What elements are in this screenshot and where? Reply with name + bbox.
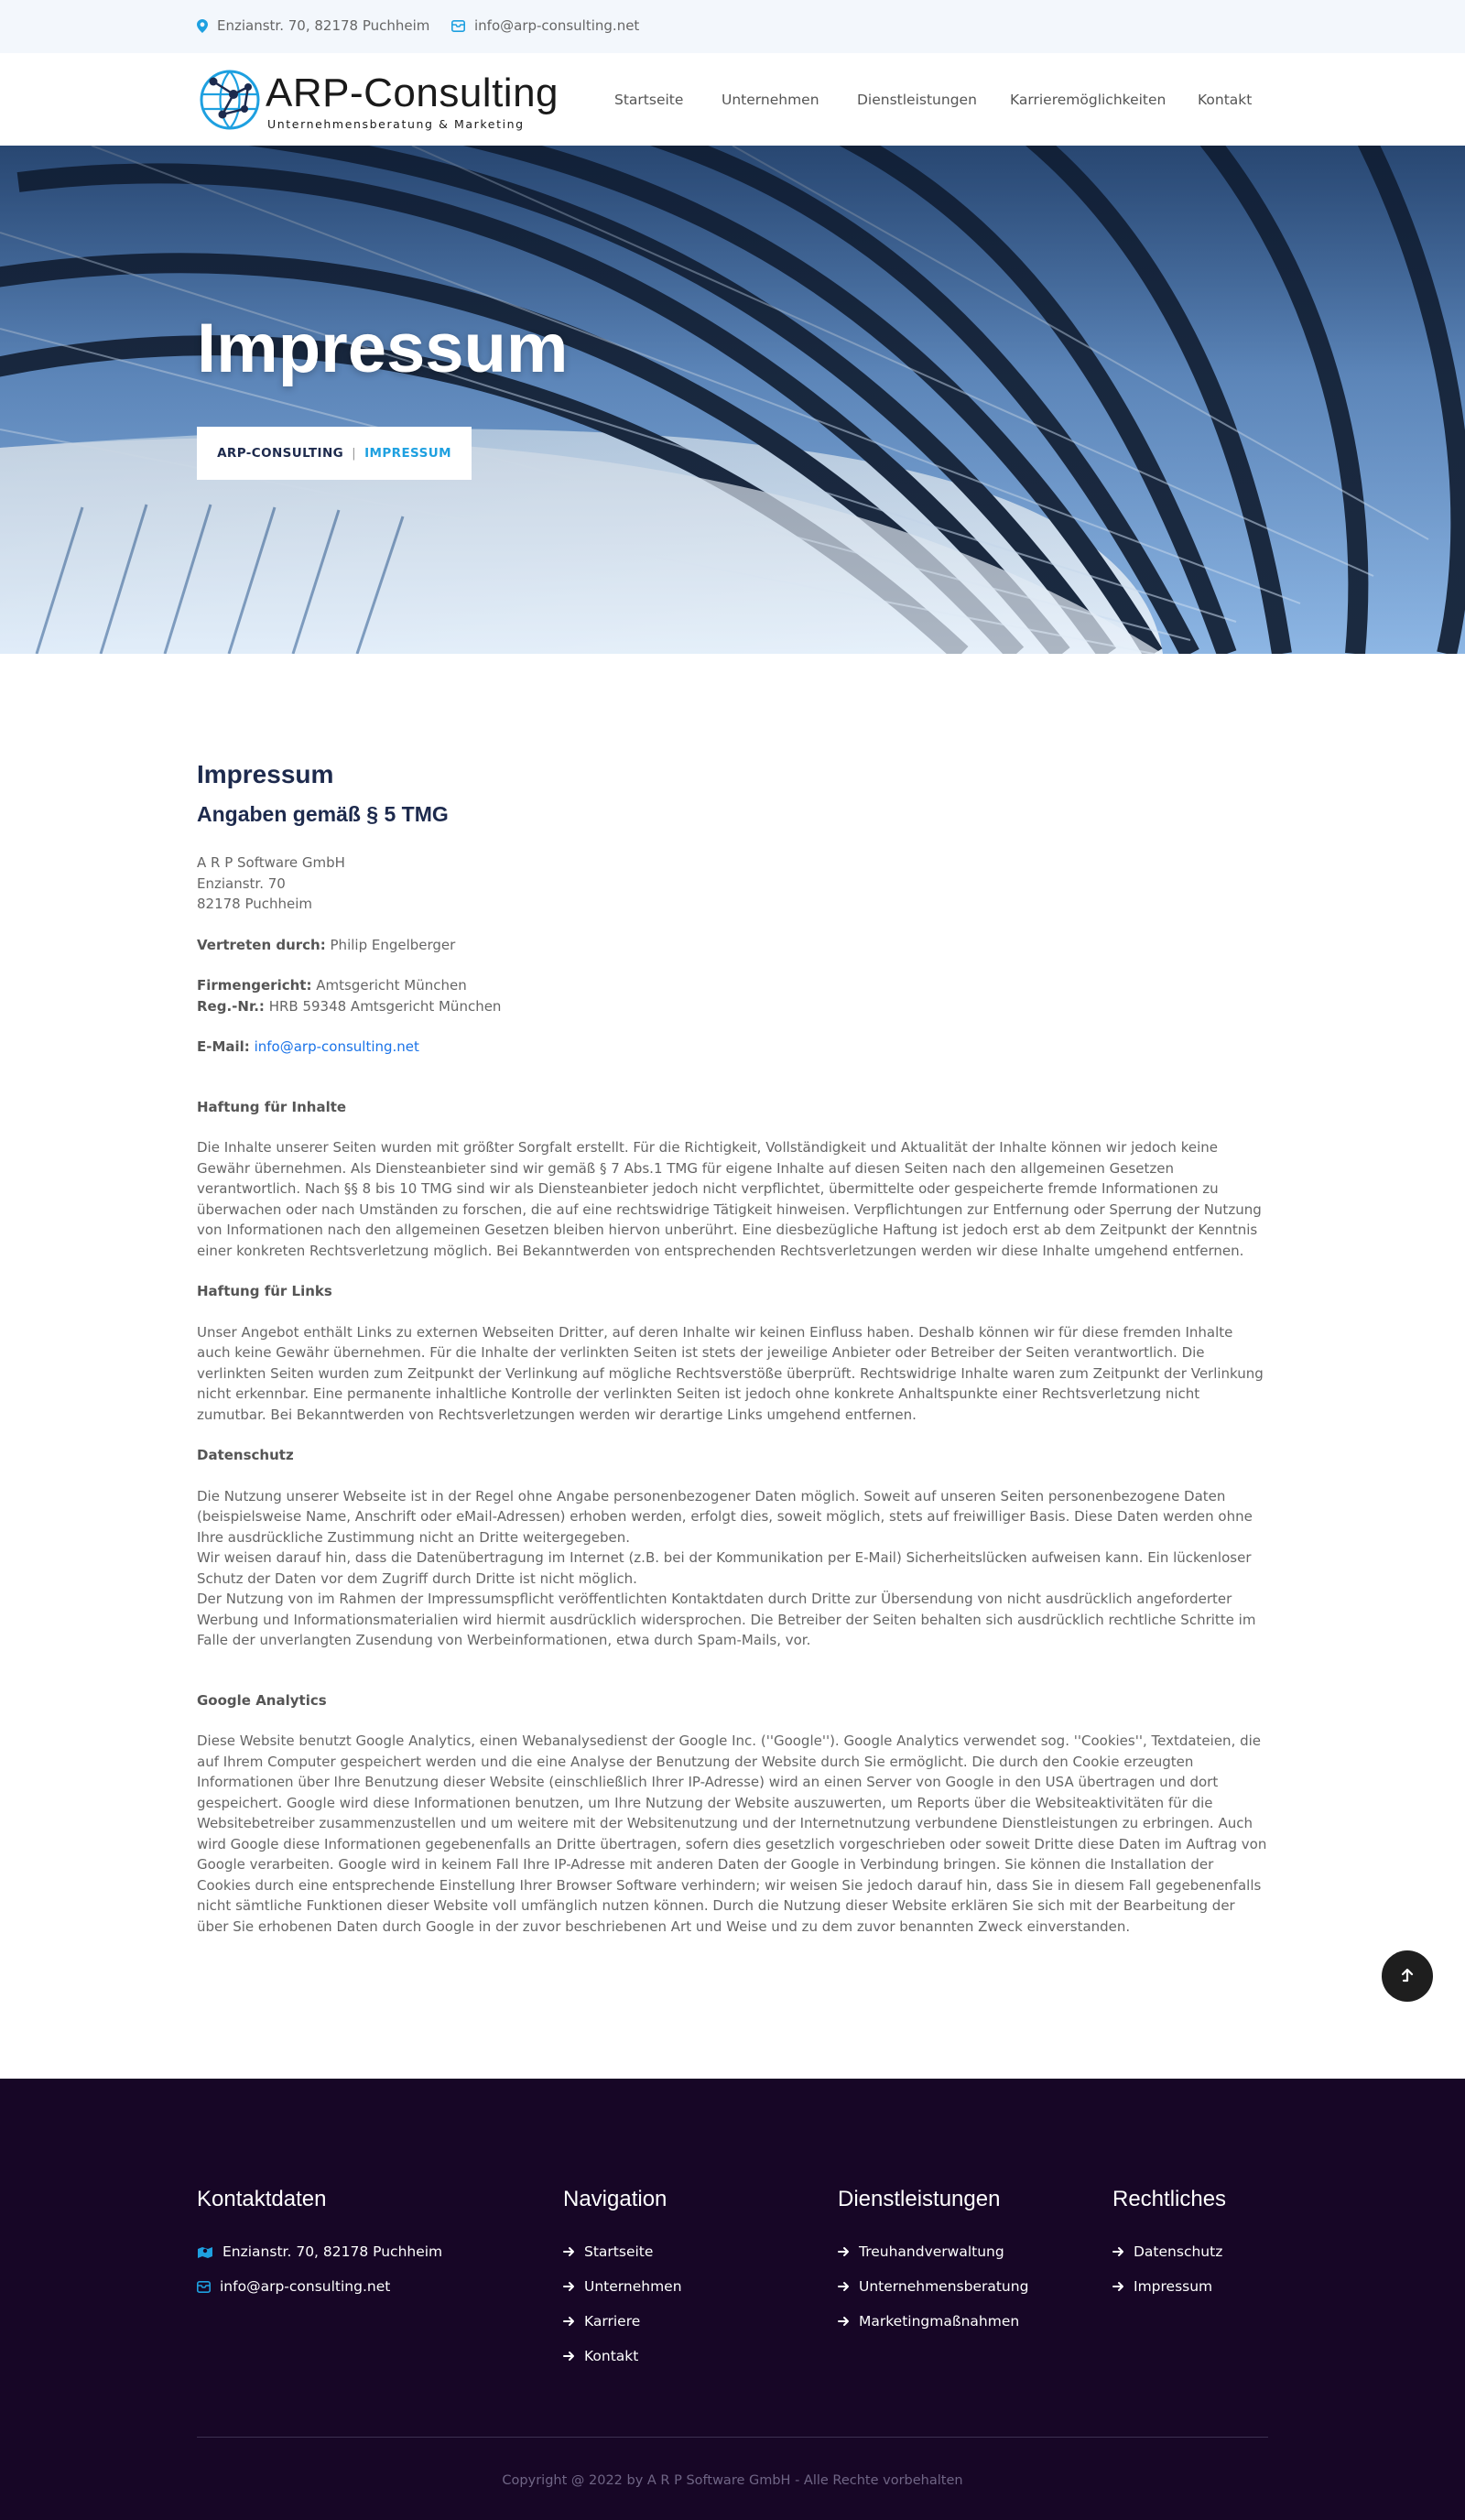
arrow-right-icon xyxy=(563,2351,575,2362)
company-address xyxy=(197,853,1268,915)
footer-legal-datenschutz[interactable] xyxy=(1112,2234,1226,2269)
footer-email-text[interactable]: info@arp-consulting.net xyxy=(220,2278,391,2295)
nav-kontakt[interactable]: Kontakt xyxy=(1198,92,1253,108)
envelope-icon xyxy=(197,2281,211,2293)
arrow-right-icon xyxy=(1112,2246,1124,2257)
footer-navigation-heading: Navigation xyxy=(563,2187,667,2211)
company-name: A R P Software GmbH xyxy=(197,854,345,871)
privacy-text-3: Der Nutzung von im Rahmen der Impressumspflicht veröffentlichten Kontaktdaten durch Dritte zur Übersendung von nicht ausdrücklich angeforderter Werbung und Informationsmaterialien wird hiermit ausdrücklich widersprochen. Die Betreiber der Seiten behalten sich ausdrücklich rechtliche Schritte im Falle der unverlangten Zusendung von Werbeinformationen, etwa durch Spam-Mails, vor. xyxy=(197,1591,1256,1648)
brand-logo[interactable] xyxy=(197,67,559,133)
court-value: Amtsgericht München xyxy=(316,977,467,994)
footer-service-beratung[interactable] xyxy=(838,2269,1028,2304)
court-label: Firmengericht: xyxy=(197,977,312,994)
map-icon xyxy=(197,2245,213,2259)
reg-value: HRB 59348 Amtsgericht München xyxy=(268,997,502,1015)
footer-service-marketing[interactable] xyxy=(838,2304,1028,2339)
brand-name: ARP-Consulting xyxy=(266,71,559,115)
map-pin-icon xyxy=(197,19,208,33)
section-text: Unser Angebot enthält Links zu externen Webseiten Dritter, auf deren Inhalte wir keinen Einfluss haben. Deshalb können wir für diese fremden Inhalte auch keine Gewähr übernehmen. Für die Inhalte der verlinkten Seiten ist stets der jeweilige Anbieter oder Betreiber der Seiten verantwortlich. Die verlinkten Seiten wurden zum Zeitpunkt der Verlinkung auf mögliche Rechtsverstöße überprüft. Rechtswidrige Inhalte waren zum Zeitpunkt der Verlinkung nicht erkennbar. Eine permanente inhaltliche Kontrolle der verlinkten Seiten ist jedoch ohne konkrete Anhaltspunkte einer Rechtsverletzung nicht zumutbar. Bei Bekanntwerden von Rechtsverletzungen werden wir derartige Links umgehend entfernen. xyxy=(197,1323,1264,1423)
footer-contact-list xyxy=(197,2234,442,2304)
copyright: Copyright @ 2022 by A R P Software GmbH - Alle Rechte vorbehalten xyxy=(502,2473,963,2488)
footer-navigation xyxy=(563,2187,682,2373)
footer-divider xyxy=(197,2437,1268,2438)
footer-services xyxy=(838,2187,1028,2339)
arrow-right-icon xyxy=(838,2281,850,2292)
section-heading: Haftung für Inhalte xyxy=(197,1098,347,1115)
section-heading: Haftung für Links xyxy=(197,1283,332,1299)
footer-legal xyxy=(1112,2187,1226,2304)
footer-link-label[interactable]: Karriere xyxy=(584,2313,641,2330)
footer-service-treuhand[interactable] xyxy=(838,2234,1028,2269)
email-row xyxy=(197,1037,1268,1058)
footer-link-label[interactable]: Treuhandverwaltung xyxy=(859,2243,1004,2260)
arrow-right-icon xyxy=(838,2246,850,2257)
arrow-right-icon xyxy=(1112,2281,1124,2292)
arrow-right-icon xyxy=(563,2246,575,2257)
footer-email[interactable] xyxy=(197,2269,442,2304)
breadcrumb-separator: | xyxy=(352,446,357,461)
email-link[interactable]: info@arp-consulting.net xyxy=(254,1038,419,1055)
footer-legal-list xyxy=(1112,2234,1226,2304)
top-bar xyxy=(0,0,1465,53)
hero-building-image xyxy=(0,146,1465,654)
footer-services-heading: Dienstleistungen xyxy=(838,2187,1001,2211)
footer-contact-heading: Kontaktdaten xyxy=(197,2187,327,2211)
nav-karrieremoeglichkeiten[interactable]: Karrieremöglichkeiten xyxy=(1010,92,1167,108)
footer-link-label[interactable]: Unternehmen xyxy=(584,2278,682,2295)
footer-address xyxy=(197,2234,442,2269)
footer-link-label[interactable]: Impressum xyxy=(1134,2278,1213,2295)
footer-link-label[interactable]: Datenschutz xyxy=(1134,2243,1223,2260)
footer-nav-startseite[interactable] xyxy=(563,2234,682,2269)
represented-value: Philip Engelberger xyxy=(330,936,456,953)
nav-startseite[interactable]: Startseite xyxy=(614,92,684,108)
hero-title: Impressum xyxy=(197,310,569,387)
breadcrumb xyxy=(197,427,472,480)
page-subtitle: Angaben gemäß § 5 TMG xyxy=(197,802,449,826)
breadcrumb-current: IMPRESSUM xyxy=(364,446,451,461)
footer-contact xyxy=(197,2187,442,2304)
company-city: 82178 Puchheim xyxy=(197,896,313,912)
footer-nav-karriere[interactable] xyxy=(563,2304,682,2339)
footer-link-label[interactable]: Kontakt xyxy=(584,2348,639,2364)
footer-services-list xyxy=(838,2234,1028,2339)
topbar-address-text: Enzianstr. 70, 82178 Puchheim xyxy=(217,17,430,34)
topbar-email[interactable] xyxy=(451,17,639,34)
analytics-heading: Google Analytics xyxy=(197,1691,327,1709)
hero-banner xyxy=(0,146,1465,654)
court-row xyxy=(197,975,1268,996)
footer-legal-impressum[interactable] xyxy=(1112,2269,1226,2304)
represented-label: Vertreten durch: xyxy=(197,936,326,953)
footer-address-text: Enzianstr. 70, 82178 Puchheim xyxy=(222,2243,443,2260)
footer-legal-heading: Rechtliches xyxy=(1112,2187,1227,2211)
page-title: Impressum xyxy=(197,760,334,788)
footer-nav-kontakt[interactable] xyxy=(563,2339,682,2373)
email-label: E-Mail: xyxy=(197,1038,250,1055)
analytics-text: Diese Website benutzt Google Analytics, einen Webanalysedienst der Google Inc. (''Google''). Google Analytics verwendet sog. ''Cookies'', Textdateien, die auf Ihrem Computer gespeichert werden und die eine Analyse der Benutzung der Website durch Sie ermöglicht. Die durch den Cookie erzeugten Informationen über Ihre Benutzung dieser Website (einschließlich Ihrer IP-Adresse) wird an einen Server von Google in den USA übertragen und dort gespeichert. Google wird diese Informationen benutzen, um Ihre Nutzung der Website auszuwerten, um Reports über die Websiteaktivitäten für die Websitebetreiber zusammenzustellen und um weitere mit der Websitenutzung und der Internetnutzung verbundene Dienstleistungen zu erbringen. Auch wird Google diese Informationen gegebenenfalls an Dritte übertragen, sofern dies gesetzlich vorgeschrieben oder soweit Dritte diese Daten im Auftrag von Google verarbeiten. Google wird in keinem Fall Ihre IP-Adresse mit anderen Daten der Google in Verbindung bringen. Sie können die Installation der Cookies durch eine entsprechende Einstellung Ihrer Browser Software verhindern; wir weisen Sie jedoch darauf hin, dass Sie in diesem Fall gegebenenfalls nicht sämtliche Funktionen dieser Website voll umfänglich nutzen können. Durch die Nutzung dieser Website erklären Sie sich mit der Bearbeitung der über Sie erhobenen Daten durch Google in der zuvor beschriebenen Art und Weise und zu dem zuvor benannten Zweck einverstanden. xyxy=(197,1732,1267,1935)
topbar-email-text[interactable]: info@arp-consulting.net xyxy=(474,17,640,34)
footer-link-label[interactable]: Marketingmaßnahmen xyxy=(859,2313,1020,2330)
site-header xyxy=(0,53,1465,146)
arrow-right-icon xyxy=(563,2316,575,2327)
arrow-right-icon xyxy=(838,2316,850,2327)
reg-label: Reg.-Nr.: xyxy=(197,997,265,1015)
topbar-address xyxy=(197,17,429,34)
site-footer xyxy=(0,2079,1465,2520)
privacy-heading: Datenschutz xyxy=(197,1447,294,1463)
footer-link-label[interactable]: Startseite xyxy=(584,2243,654,2260)
brand-tagline: Unternehmensberatung & Marketing xyxy=(267,117,525,131)
reg-row xyxy=(197,996,1268,1017)
nav-unternehmen[interactable]: Unternehmen xyxy=(722,92,819,108)
footer-navigation-list xyxy=(563,2234,682,2373)
privacy-text-1: Die Nutzung unserer Webseite ist in der Regel ohne Angabe personenbezogener Daten möglich. Soweit auf unseren Seiten personenbezogene Daten (beispielsweise Name, Anschrift oder eMail-Adressen) erhoben werden, erfolgt dies, soweit möglich, stets auf freiwilliger Basis. Diese Daten werden ohne Ihre ausdrückliche Zustimmung nicht an Dritte weitergegeben. xyxy=(197,1487,1253,1546)
privacy-text-2: Wir weisen darauf hin, dass die Datenübertragung im Internet (z.B. bei der Kommunikation per E-Mail) Sicherheitslücken aufweisen kann. Ein lückenloser Schutz der Daten vor dem Zugriff durch Dritte ist nicht möglich. xyxy=(197,1549,1252,1587)
scroll-to-top-button[interactable] xyxy=(1382,1950,1433,2002)
court-info xyxy=(197,975,1268,1016)
footer-nav-unternehmen[interactable] xyxy=(563,2269,682,2304)
company-street: Enzianstr. 70 xyxy=(197,874,286,892)
nav-dienstleistungen[interactable]: Dienstleistungen xyxy=(857,92,977,108)
envelope-icon xyxy=(451,20,465,32)
breadcrumb-home[interactable]: ARP-CONSULTING xyxy=(217,446,344,461)
arrow-up-icon xyxy=(1400,1968,1415,1984)
arrow-right-icon xyxy=(563,2281,575,2292)
globe-network-icon xyxy=(197,67,263,133)
footer-link-label[interactable]: Unternehmensberatung xyxy=(859,2278,1029,2295)
section-text: Die Inhalte unserer Seiten wurden mit größter Sorgfalt erstellt. Für die Richtigkeit, Vollständigkeit und Aktualität der Inhalte können wir jedoch keine Gewähr übernehmen. Als Diensteanbieter sind wir gemäß § 7 Abs.1 TMG für eigene Inhalte auf diesen Seiten nach den allgemeinen Gesetzen verantwortlich. Nach §§ 8 bis 10 TMG sind wir als Diensteanbieter jedoch nicht verpflichtet, übermittelte oder gespeicherte fremde Informationen zu überwachen oder nach Umständen zu forschen, die auf eine rechtswidrige Tätigkeit hinweisen. Verpflichtungen zur Entfernung oder Sperrung der Nutzung von Informationen nach den allgemeinen Gesetzen bleiben hiervon unberührt. Eine diesbezügliche Haftung ist jedoch erst ab dem Zeitpunkt der Kenntnis einer konkreten Rechtsverletzung möglich. Bei Bekanntwerden von entsprechenden Rechtsverletzungen werden wir diese Inhalte umgehend entfernen. xyxy=(197,1139,1262,1259)
represented-by xyxy=(197,935,1268,956)
main-content xyxy=(197,760,1268,1937)
